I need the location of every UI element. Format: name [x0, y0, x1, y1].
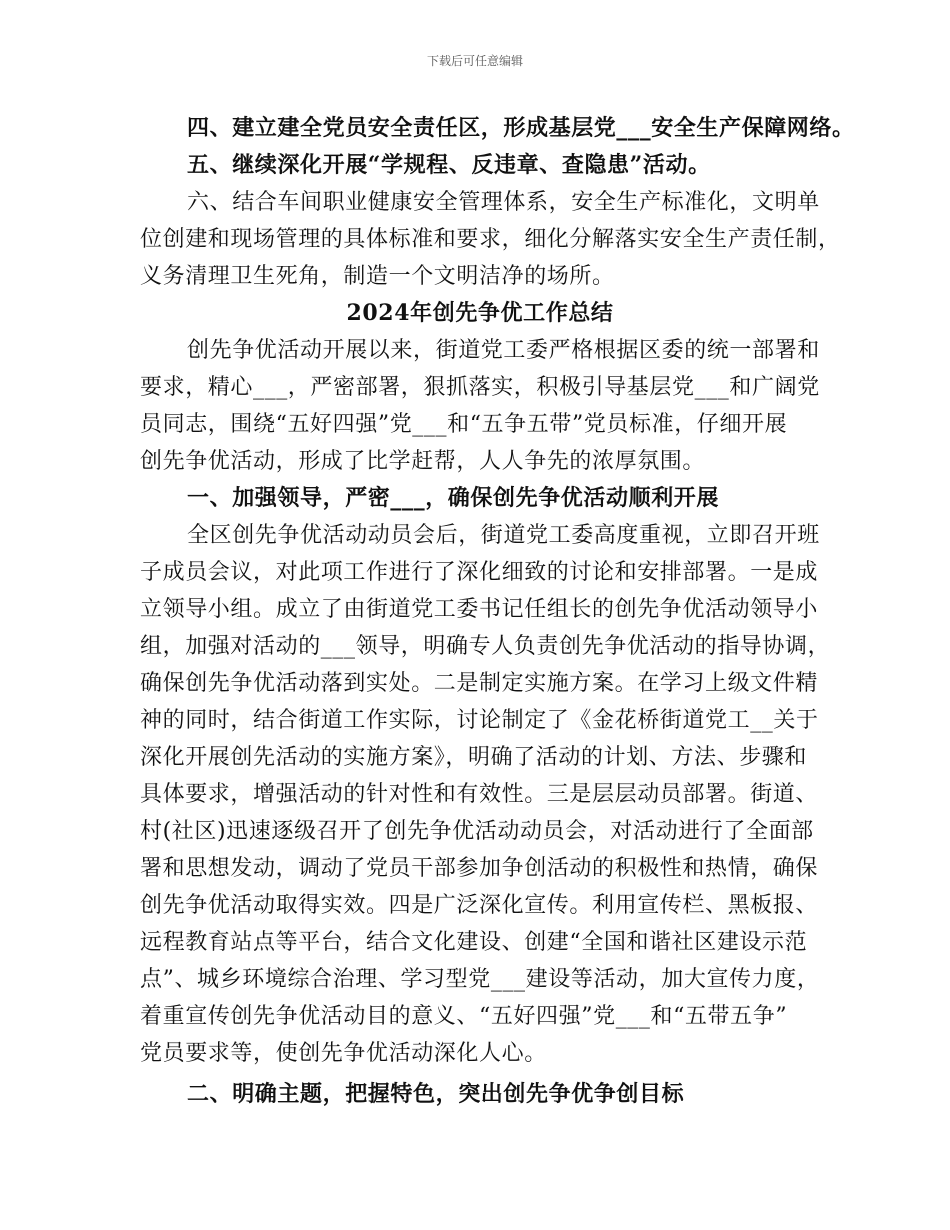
paragraph-line: 神的同时，结合街道工作实际，讨论制定了《金花桥街道党工__关于 [140, 708, 819, 733]
paragraph-line: 创先争优活动，形成了比学赶帮，人人争先的浓厚氛围。 [140, 449, 706, 474]
document-body [140, 110, 855, 1113]
paragraph-line: 子成员会议，对此项工作进行了深化细致的讨论和安排部署。一是成 [140, 560, 819, 585]
paragraph-line: 着重宣传创先争优活动目的意义、“五好四强”党___和“五带五争” [140, 1004, 788, 1029]
paragraph-line: 组，加强对活动的___领导，明确专人负责创先争优活动的指导协调， [140, 634, 831, 659]
paragraph-line: 具体要求，增强活动的针对性和有效性。三是层层动员部署。街道、 [140, 782, 819, 807]
section-heading-5: 五、继续深化开展“学规程、反违章、查隐患”活动。 [187, 152, 711, 178]
paragraph-line: 深化开展创先活动的实施方案》，明确了活动的计划、方法、步骤和 [140, 745, 808, 770]
paragraph-line: 确保创先争优活动落到实处。二是制定实施方案。在学习上级文件精 [140, 671, 819, 696]
paragraph-line: 位创建和现场管理的具体标准和要求，细化分解落实安全生产责任制， [140, 227, 841, 252]
paragraph-line: 立领导小组。成立了由街道党工委书记任组长的创先争优活动领导小 [140, 597, 819, 622]
paragraph-line: 创先争优活动开展以来，街道党工委严格根据区委的统一部署和 [187, 338, 820, 363]
paragraph-line: 村(社区)迅速逐级召开了创先争优活动动员会，对活动进行了全面部 [140, 819, 814, 844]
paragraph-line: 党员要求等，使创先争优活动深化人心。 [140, 1041, 547, 1066]
paragraph-line: 点”、城乡环境综合治理、学习型党___建设等活动，加大宣传力度， [140, 967, 820, 992]
section-heading-1: 一、加强领导，严密___，确保创先争优活动顺利开展 [187, 485, 720, 511]
paragraph-line: 六、结合车间职业健康安全管理体系，安全生产标准化，文明单 [187, 190, 820, 215]
paragraph-line: 要求，精心___，严密部署，狠抓落实，积极引导基层党___和广阔党 [140, 375, 820, 400]
paragraph-line: 远程教育站点等平台，结合文化建设、创建“全国和谐社区建设示范 [140, 930, 808, 955]
section-heading-2: 二、明确主题，把握特色，突出创先争优争创目标 [187, 1081, 685, 1107]
paragraph-line: 义务清理卫生死角，制造一个文明洁净的场所。 [140, 264, 615, 289]
document-title: 2024年创先争优工作总结 [346, 300, 614, 326]
paragraph-line: 创先争优活动取得实效。四是广泛深化宣传。利用宣传栏、黑板报、 [140, 893, 819, 918]
section-heading-4: 四、建立建全党员安全责任区，形成基层党___安全生产保障网络。 [187, 115, 855, 141]
paragraph-line: 署和思想发动，调动了党员干部参加争创活动的积极性和热情，确保 [140, 856, 819, 881]
page-header: 下载后可任意编辑 [426, 54, 523, 68]
paragraph-line: 员同志，围绕“五好四强”党___和“五争五带”党员标准，仔细开展 [140, 412, 788, 437]
paragraph-line: 全区创先争优活动动员会后，街道党工委高度重视，立即召开班 [187, 523, 820, 548]
